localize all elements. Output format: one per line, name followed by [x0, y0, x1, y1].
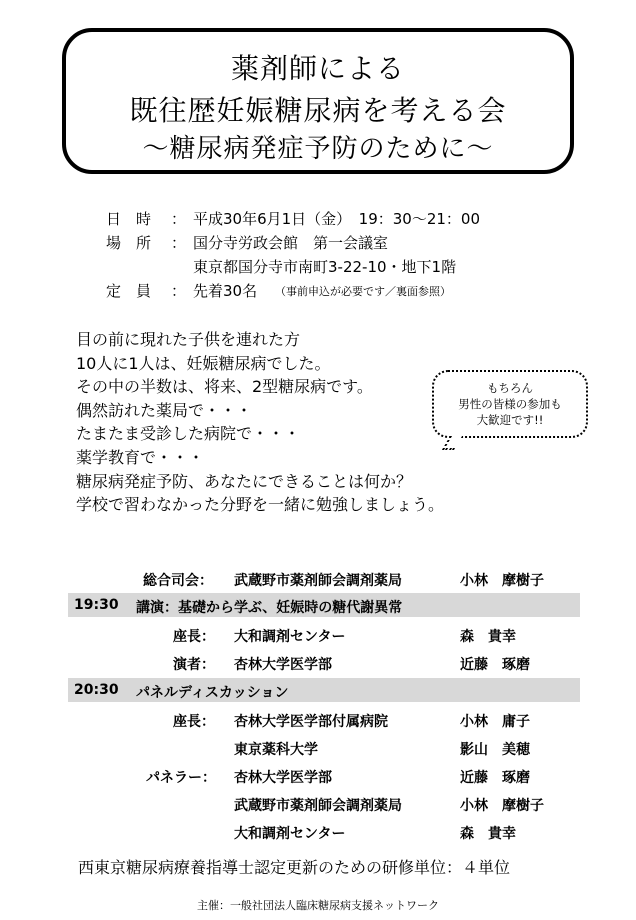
- s1-chair-org: 大和調剤センター: [234, 629, 346, 645]
- date-label: 日 時: [106, 210, 152, 228]
- title-line-1: 薬剤師による: [230, 52, 405, 85]
- title-line-2: 既往歴妊娠糖尿病を考える会: [129, 94, 507, 127]
- session-1-time: 19:30: [74, 597, 119, 613]
- s2-panel2-org: 武蔵野市薬剤師会調剤薬局: [234, 798, 402, 814]
- s1-speaker-org: 杏林大学医学部: [234, 657, 332, 673]
- capacity-label: 定 員: [106, 282, 152, 300]
- bubble-line: 男性の皆様の参加も: [458, 397, 562, 411]
- bubble-line: もちろん: [487, 381, 533, 395]
- s2-panel1-name: 近藤 琢磨: [460, 770, 530, 786]
- capacity-note: （事前申込が必要です／裏面参照）: [275, 285, 451, 298]
- session-2-time: 20:30: [74, 682, 119, 698]
- s1-speaker-role: 演者：: [173, 657, 215, 673]
- message-line: 薬学教育で・・・: [76, 447, 205, 467]
- title-subtitle: ～糖尿病発症予防のために～: [142, 134, 494, 164]
- s1-speaker-name: 近藤 琢磨: [460, 657, 530, 673]
- mc-org: 武蔵野市薬剤師会調剤薬局: [234, 573, 402, 589]
- session-1-title: 講演：基礎から学ぶ、妊娠時の糖代謝異常: [136, 600, 403, 616]
- s2-panel3-name: 森 貴幸: [460, 826, 516, 842]
- place-value-1: 国分寺労政会館 第一会議室: [193, 234, 389, 252]
- organizer: 主催：一般社団法人臨床糖尿病支援ネットワーク: [197, 899, 439, 912]
- s1-chair-name: 森 貴幸: [460, 629, 516, 645]
- colon: ：: [171, 282, 187, 300]
- colon: ：: [171, 210, 187, 228]
- s2-panel-role: パネラー：: [146, 770, 216, 786]
- s2-panel2-name: 小林 摩樹子: [460, 798, 544, 814]
- message-line: 目の前に現れた子供を連れた方: [76, 330, 301, 349]
- s2-panel1-org: 杏林大学医学部: [234, 770, 332, 786]
- message-line: 糖尿病発症予防、あなたにできることは何か？: [76, 471, 413, 491]
- mc-role: 総合司会：: [143, 573, 213, 589]
- training-credit: 西東京糖尿病療養指導士認定更新のための研修単位：４単位: [78, 858, 511, 877]
- capacity-value: 先着30名: [193, 282, 258, 300]
- message-block: [76, 328, 444, 517]
- message-line: その中の半数は、将来、2型糖尿病です。: [76, 377, 373, 397]
- bubble-line: 大歓迎です!!: [476, 413, 544, 427]
- colon: ：: [171, 234, 187, 252]
- message-line: 10人に1人は、妊娠糖尿病でした。: [76, 353, 331, 373]
- s2-chair2-org: 東京薬科大学: [234, 742, 318, 758]
- date-value: 平成30年6月1日（金） 19：30～21：00: [193, 210, 481, 228]
- s2-chair1-name: 小林 庸子: [460, 714, 530, 730]
- speech-bubble: [432, 370, 588, 438]
- message-line: 学校で習わなかった分野を一緒に勉強しましょう。: [76, 495, 445, 515]
- place-label: 場 所: [106, 234, 152, 252]
- s2-chair-role: 座長：: [173, 714, 215, 730]
- s2-panel3-org: 大和調剤センター: [234, 826, 346, 842]
- s2-chair2-name: 影山 美穂: [460, 742, 530, 758]
- place-value-2: 東京都国分寺市南町3-22-10・地下1階: [193, 258, 457, 276]
- s1-chair-role: 座長：: [173, 629, 215, 645]
- s2-chair1-org: 杏林大学医学部付属病院: [234, 714, 388, 730]
- mc-name: 小林 摩樹子: [460, 573, 544, 589]
- message-line: 偶然訪れた薬局で・・・: [76, 400, 253, 420]
- session-2-title: パネルディスカッション: [136, 685, 289, 701]
- title-box: [62, 28, 574, 174]
- message-line: たまたま受診した病院で・・・: [76, 424, 301, 444]
- speech-bubble-tail: [442, 436, 462, 450]
